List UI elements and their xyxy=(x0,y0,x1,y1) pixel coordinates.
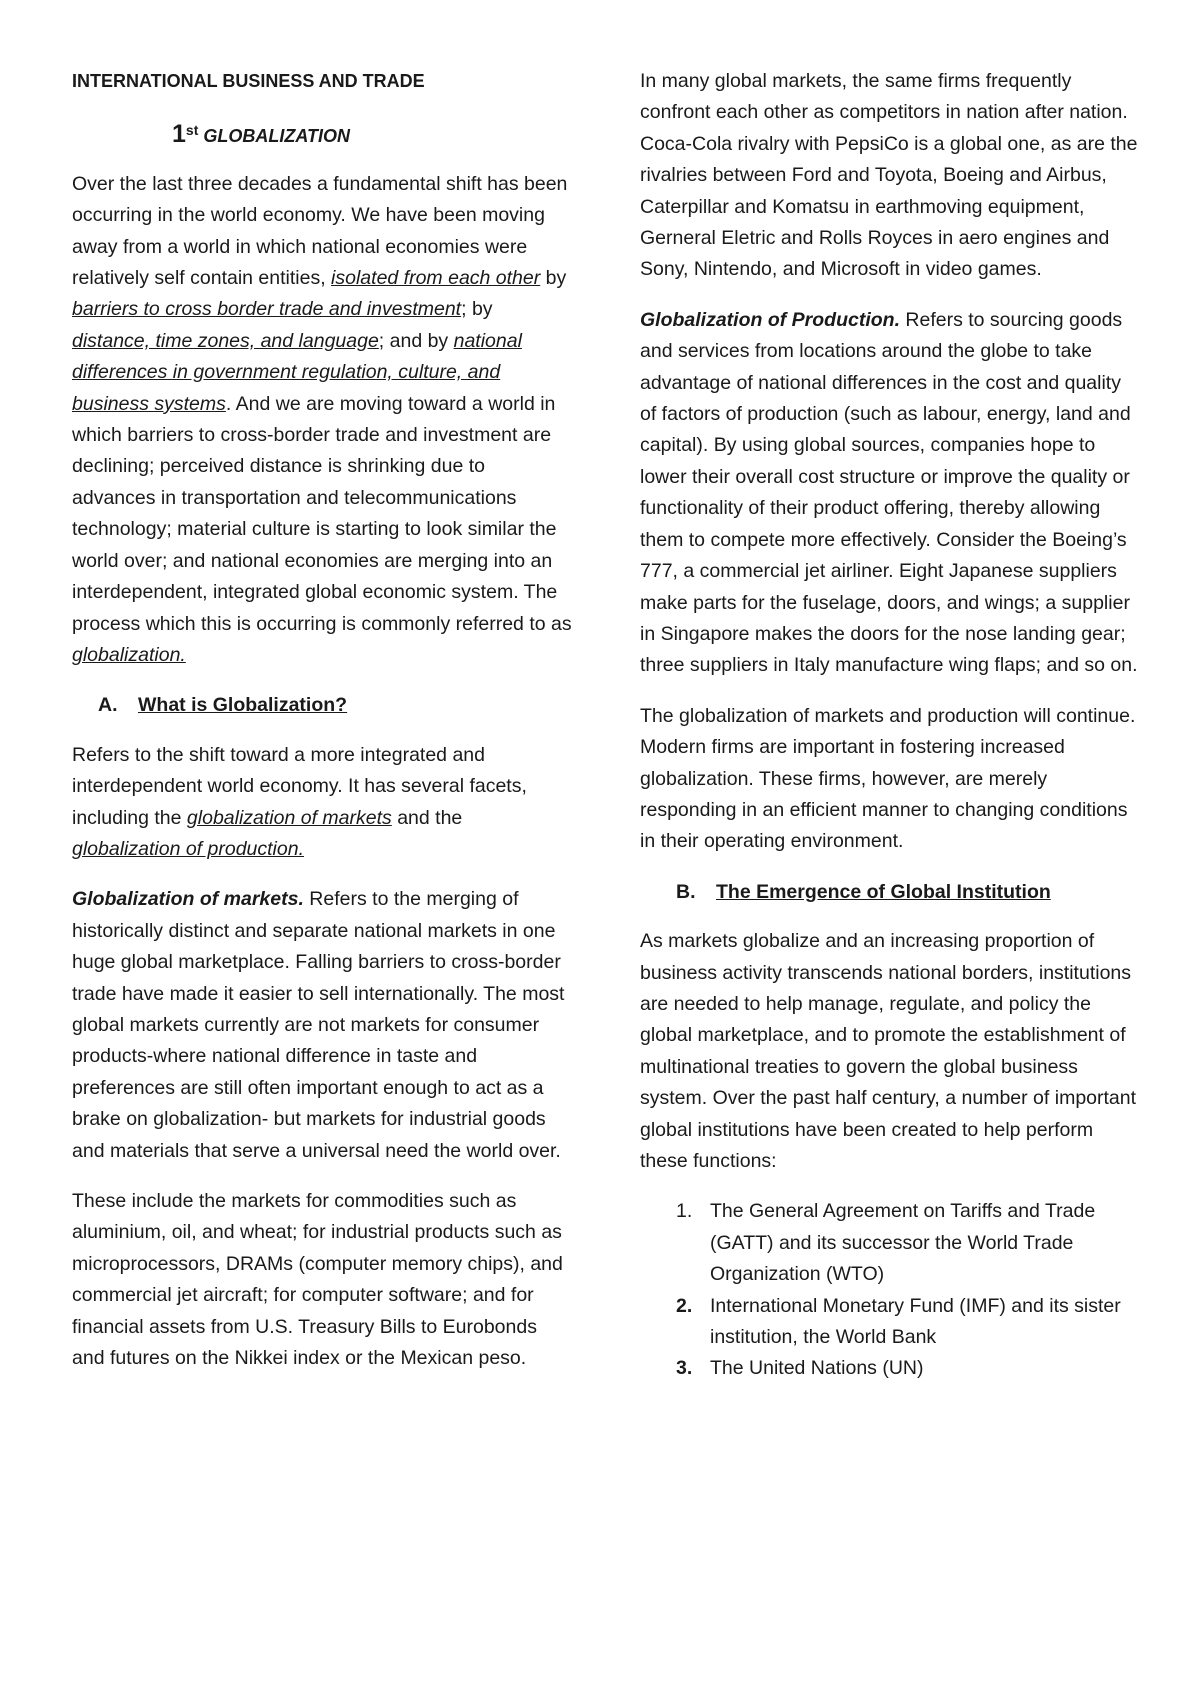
intro-emph-5: globalization. xyxy=(72,643,186,666)
production-term: Globalization of Production. xyxy=(640,308,900,331)
these-include-paragraph: These include the markets for commodities such as aluminium, oil, and wheat; for industrial products such as microprocessors, DRAMs (computer memory chips), and commercial jet aircraft; for computer software; and for financial assets from U.S. Treasury Bills to Eurobonds and futures on the Nikkei index or the Mexican peso. xyxy=(72,1190,563,1370)
list-item xyxy=(640,1291,1140,1354)
intro-text-4: ; and by xyxy=(378,329,454,352)
intro-text-1: Over the last three decades a fundamental shift has been occurring in the world economy. We have been moving away from a world in which national economies were relatively self contain entities, xyxy=(72,172,568,290)
document-title: INTERNATIONAL BUSINESS AND TRADE xyxy=(72,71,425,91)
list-item-text: The General Agreement on Tariffs and Trade (GATT) and its successor the World Trade Organization (WTO) xyxy=(710,1200,1096,1286)
refers-text-1: Refers to the shift toward a more integrated and interdependent world economy. It has several facets, including the xyxy=(72,743,527,829)
intro-emph-4: national differences in government regulation, culture, and business systems xyxy=(72,329,522,415)
markets-paragraph xyxy=(72,884,572,1167)
intro-text-2: by xyxy=(540,267,567,290)
list-marker: 2. xyxy=(676,1294,693,1317)
production-paragraph xyxy=(640,305,1140,682)
right-column xyxy=(640,66,1140,1385)
chapter-name: GLOBALIZATION xyxy=(203,126,351,147)
list-marker: 1. xyxy=(676,1200,693,1223)
list-item-text: The United Nations (UN) xyxy=(710,1357,924,1380)
refers-paragraph xyxy=(72,740,572,866)
left-column xyxy=(72,66,572,1393)
section-b-title: The Emergence of Global Institution xyxy=(716,880,1051,903)
section-a-title: What is Globalization? xyxy=(138,694,348,717)
intro-text-3: ; by xyxy=(461,298,493,321)
section-a-letter: A. xyxy=(98,694,118,717)
intro-emph-3: distance, time zones, and language xyxy=(72,329,379,352)
chapter-suffix: st xyxy=(185,122,199,139)
markets-text: Refers to the merging of historically distinct and separate national markets in one huge global marketplace. Falling barriers to cross-border trade have made it easier to sell internationally. The most global markets currently are not markets for consumer products-where national difference in taste and preferences are still often important enough to act as a brake on globalization- but markets for industrial goods and materials that serve a universal need the world over. xyxy=(72,888,565,1162)
section-b-letter: B. xyxy=(676,880,696,903)
list-item xyxy=(640,1196,1140,1290)
refers-text-2: and the xyxy=(391,806,463,829)
list-item-text: International Monetary Fund (IMF) and its sister institution, the World Bank xyxy=(710,1294,1121,1349)
refers-emph-1: globalization of markets xyxy=(186,806,392,829)
intro-paragraph xyxy=(72,169,572,672)
production-text: Refers to sourcing goods and services from locations around the globe to take advantage of national differences in the cost and quality of factors of production (such as labour, energy, land and capital). By using global sources, companies hope to lower their overall cost structure or improve the quality or functionality of their product offering, thereby allowing them to compete more effectively. Consider the Boeing’s 777, a commercial jet airliner. Eight Japanese suppliers make parts for the fuselage, doors, and wings; a supplier in Singapore makes the doors for the nose landing gear; three suppliers in Italy manufacture wing flaps; and so on. xyxy=(640,308,1138,677)
section-a-heading xyxy=(72,690,572,721)
chapter-number: 1 xyxy=(172,120,186,149)
intro-text-5: . And we are moving toward a world in which barriers to cross-border trade and investment are declining; perceived distance is shrinking due to advances in transportation and telecommunications technology; material culture is starting to look similar the world over; and national economies are merging into an interdependent, integrated global economic system. The process which this is occurring is commonly referred to as xyxy=(72,392,572,635)
intro-emph-1: isolated from each other xyxy=(331,267,541,290)
markets-term: Globalization of markets. xyxy=(72,888,304,911)
competitors-paragraph: In many global markets, the same firms frequently confront each other as competitors in nation after nation. Coca-Cola rivalry with PepsiCo is a global one, as are the rivalries between Ford and Toyota, Boeing and Airbus, Caterpillar and Komatsu in earthmoving equipment, Gerneral Eletric and Rolls Royces in aero engines and Sony, Nintendo, and Microsoft in video games. xyxy=(640,70,1138,281)
institutions-paragraph: As markets globalize and an increasing proportion of business activity transcends national borders, institutions are needed to help manage, regulate, and policy the global marketplace, and to promote the establishment of multinational treaties to govern the global business system. Over the past half century, a number of important global institutions have been created to help perform these functions: xyxy=(640,930,1137,1172)
intro-emph-2: barriers to cross border trade and investment xyxy=(72,298,462,321)
continue-paragraph: The globalization of markets and production will continue. Modern firms are important in fostering increased globalization. These firms, however, are merely responding in an efficient manner to changing conditions in their operating environment. xyxy=(640,704,1136,853)
section-b-heading xyxy=(640,877,1140,908)
institutions-list xyxy=(640,1196,1140,1384)
list-marker: 3. xyxy=(676,1357,693,1380)
chapter-heading xyxy=(72,115,572,152)
list-item xyxy=(640,1353,1140,1384)
refers-emph-2: globalization of production. xyxy=(72,837,304,860)
